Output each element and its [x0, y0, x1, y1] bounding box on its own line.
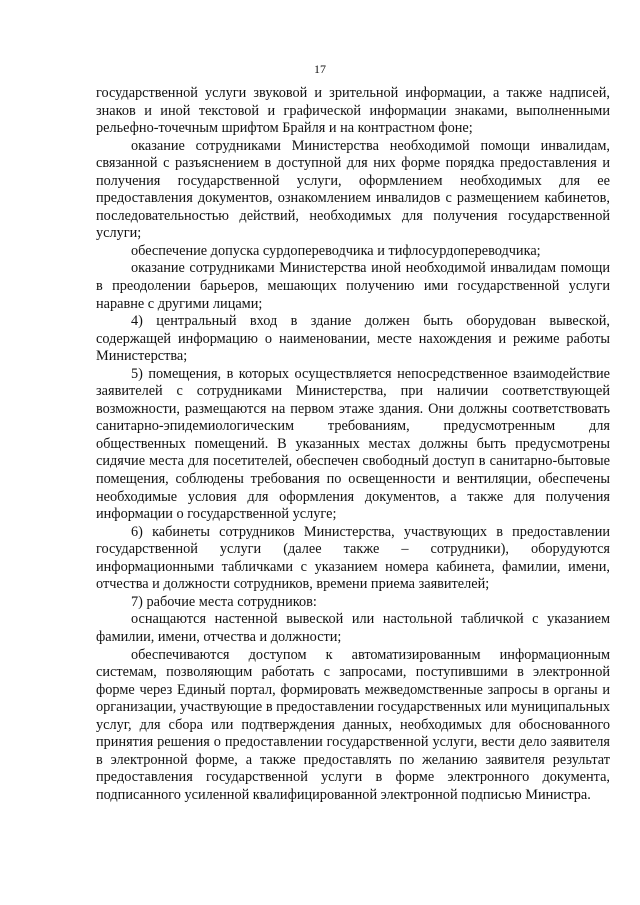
paragraph: 5) помещения, в которых осуществляется непосредственное взаимодействие заявителей с сотрудниками Министерства, при наличии соответствующей возможности, размещаются на первом этаже здания. Они должны соответствовать санитарно-эпидемиологическим требованиям, предусмотренным для общественных помещений. В указанных местах должны быть предусмотрены сидячие места для посетителей, обеспечен свободный доступ в санитарно-бытовые помещения, соблюдены требования по освещенности и вентиляции, обеспечены необходимые условия для оформления документов, а также для получения информации о государственной услуге;	[96, 365, 610, 523]
paragraph: обеспечение допуска сурдопереводчика и тифлосурдопереводчика;	[131, 242, 541, 259]
paragraph: оснащаются настенной вывеской или настольной табличкой с указанием фамилии, имени, отчества и должности;	[96, 611, 610, 645]
paragraph: 4) центральный вход в здание должен быть оборудован вывеской, содержащей информацию о наименовании, месте нахождения и режиме работы Министерства;	[96, 313, 610, 365]
paragraph: обеспечиваются доступом к автоматизированным информационным системам, позволяющим работать с запросами, поступившими в электронной форме через Единый портал, формировать межведомственные запросы в органы и организации, участвующие в предоставлении государственных или муниципальных услуг, для сбора или подтверждения данных, необходимых для обоснованного принятия решения о предоставлении государственной услуги, вести дело заявителя в электронной форме, а также предоставлять по желанию заявителя результат предоставления государственной услуги в форме электронного документа, подписанного усиленной квалифицированной электронной подписью Министра.	[96, 646, 611, 803]
page-number: 17	[314, 62, 326, 76]
paragraph: оказание сотрудниками Министерства необходимой помощи инвалидам, связанной с разъяснением в доступной для них форме порядка предоставления и получения государственной услуги, оформлением необходимых для ее предоставления документов, ознакомлением инвалидов с размещением кабинетов, последовательностью действий, необходимых для получения государственной услуги;	[96, 137, 610, 242]
paragraph: 6) кабинеты сотрудников Министерства, участвующих в предоставлении государственной услуги (далее также – сотрудники), оборудуются информационными табличками с указанием номера кабинета, фамилии, имени, отчества и должности сотрудников, времени приема заявителей;	[96, 523, 610, 593]
paragraph: государственной услуги звуковой и зрительной информации, а также надписей, знаков и иной текстовой и графической информации знаками, выполненными рельефно-точечным шрифтом Брайля и на контрастном фоне;	[96, 85, 610, 137]
paragraph: оказание сотрудниками Министерства иной необходимой инвалидам помощи в преодолении барьеров, мешающих получению ими государственной услуги наравне с другими лицами;	[96, 260, 610, 312]
paragraph: 7) рабочие места сотрудников:	[131, 593, 317, 610]
document-body	[96, 85, 610, 804]
